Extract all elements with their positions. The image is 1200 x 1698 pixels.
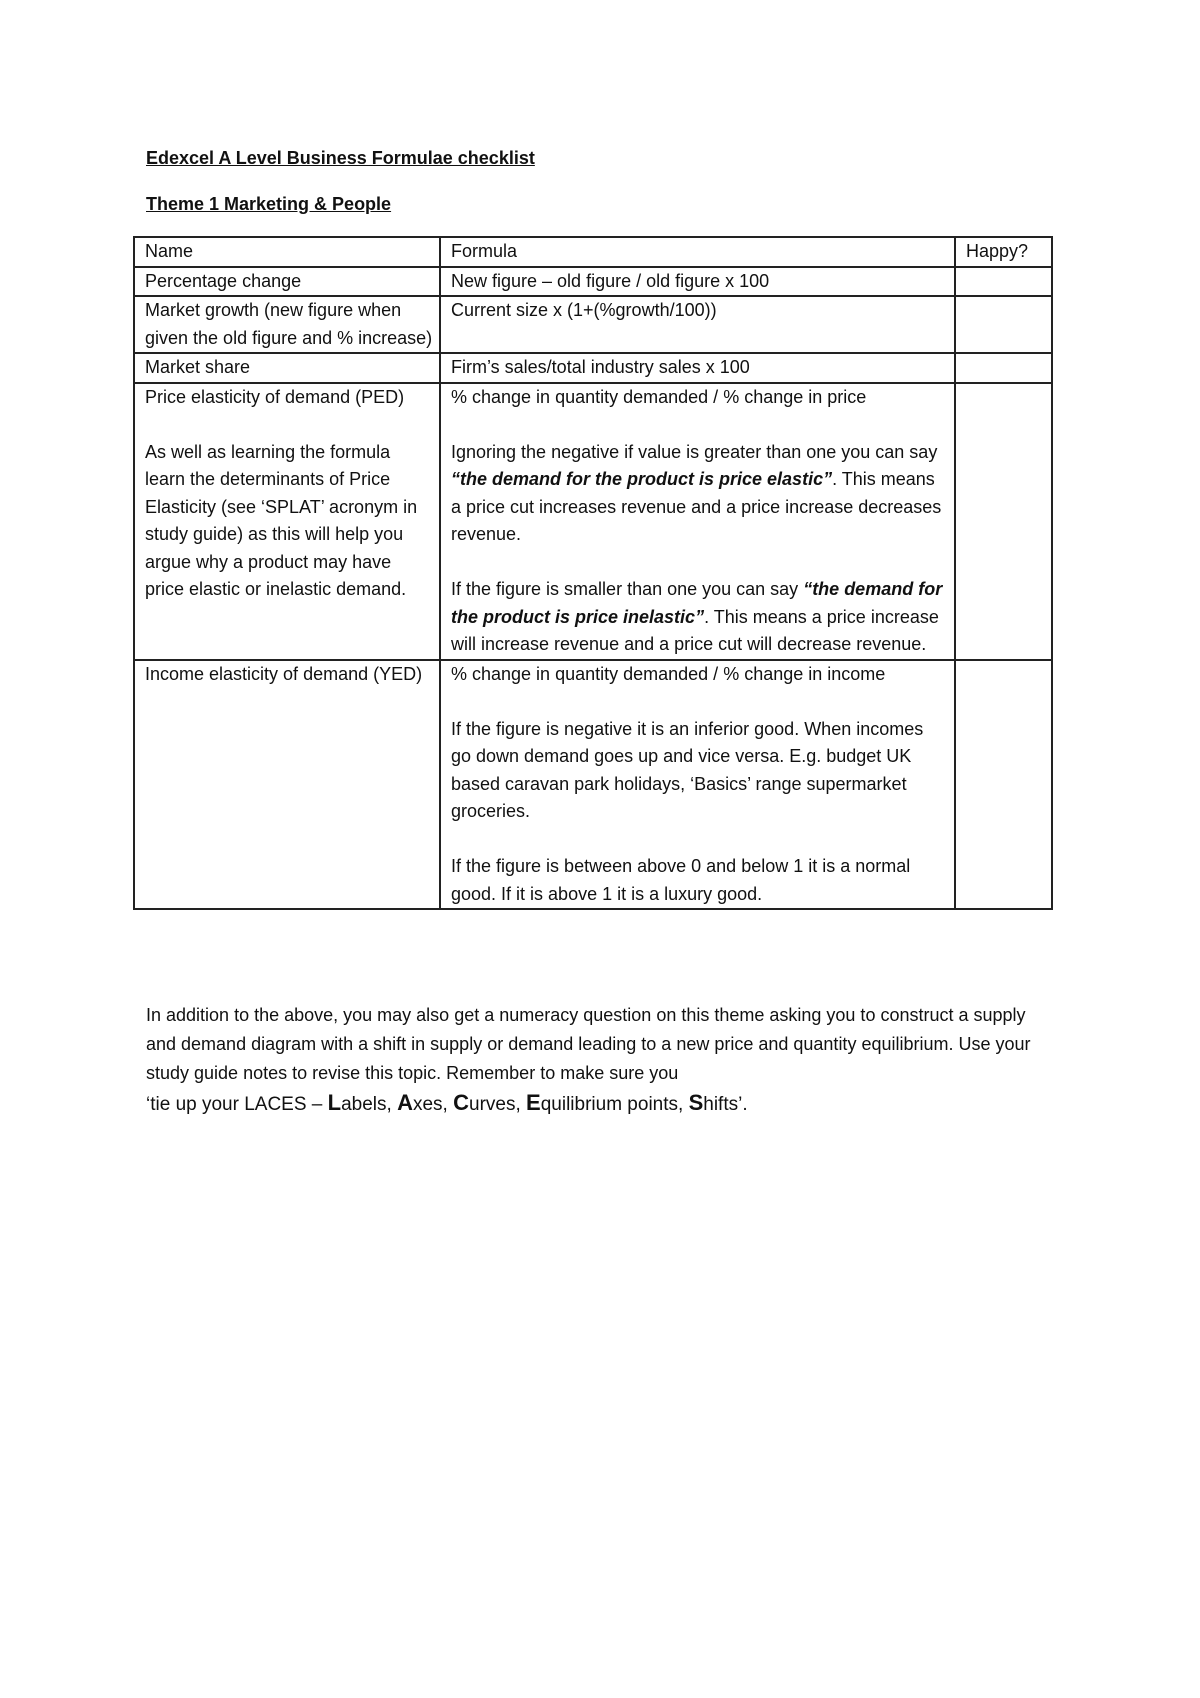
formulae-table bbox=[133, 236, 1053, 910]
row-formula: New figure – old figure / old figure x 100 bbox=[440, 267, 955, 297]
header-formula: Formula bbox=[440, 237, 955, 267]
table-row bbox=[134, 383, 1052, 660]
closing-paragraph: In addition to the above, you may also get a numeracy question on this theme asking you to construct a supply and demand diagram with a shift in supply or demand leading to a new price and quantity equilibrium. Use your study guide notes to revise this topic. Remember to make sure you bbox=[146, 1005, 1031, 1083]
table-row bbox=[134, 353, 1052, 383]
table-row bbox=[134, 267, 1052, 297]
laces-line: ‘tie up your LACES – Labels, Axes, Curves, Equilibrium points, Shifts’. bbox=[146, 1090, 748, 1115]
header-name: Name bbox=[134, 237, 440, 267]
happy-checkbox-cell[interactable] bbox=[955, 660, 1052, 910]
row-name: Income elasticity of demand (YED) bbox=[134, 660, 440, 910]
yed-inferior-note: If the figure is negative it is an inferior good. When incomes go down demand goes up and vice versa. E.g. budget UK based caravan park holidays, ‘Basics’ range supermarket groceries. bbox=[451, 718, 924, 821]
ped-advice: As well as learning the formula learn the determinants of Price Elasticity (see ‘SPLAT’ acronym in study guide) as this will help you argue why a product may have price elastic or inelastic demand. bbox=[145, 441, 418, 599]
ped-inelastic-note: If the figure is smaller than one you can say “the demand for the product is price inelastic”. This means a price increase will increase revenue and a price cut will decrease revenue. bbox=[451, 579, 943, 654]
yed-normal-note: If the figure is between above 0 and below 1 it is a normal good. If it is above 1 it is a luxury good. bbox=[451, 856, 911, 904]
closing-text bbox=[146, 1001, 1046, 1119]
happy-checkbox-cell[interactable] bbox=[955, 267, 1052, 297]
ped-inelastic-phrase: “the demand for the product is price inelastic” bbox=[451, 579, 943, 627]
row-name bbox=[134, 383, 440, 660]
row-name: Market growth (new figure when given the old figure and % increase) bbox=[134, 296, 440, 353]
row-name: Percentage change bbox=[134, 267, 440, 297]
row-formula bbox=[440, 383, 955, 660]
ped-formula: % change in quantity demanded / % change in price bbox=[451, 386, 867, 407]
table-row bbox=[134, 296, 1052, 353]
happy-checkbox-cell[interactable] bbox=[955, 353, 1052, 383]
table-header-row bbox=[134, 237, 1052, 267]
ped-elastic-phrase: “the demand for the product is price elastic” bbox=[451, 469, 833, 489]
happy-checkbox-cell[interactable] bbox=[955, 383, 1052, 660]
happy-checkbox-cell[interactable] bbox=[955, 296, 1052, 353]
row-formula: Current size x (1+(%growth/100)) bbox=[440, 296, 955, 353]
yed-formula: % change in quantity demanded / % change in income bbox=[451, 663, 886, 684]
ped-elastic-note: Ignoring the negative if value is greater than one you can say “the demand for the product is price elastic”. This means a price cut increases revenue and a price increase decreases revenue. bbox=[451, 441, 942, 544]
section-title: Theme 1 Marketing & People bbox=[146, 194, 392, 214]
row-formula: Firm’s sales/total industry sales x 100 bbox=[440, 353, 955, 383]
document-title: Edexcel A Level Business Formulae checklist bbox=[146, 148, 535, 168]
row-name: Market share bbox=[134, 353, 440, 383]
table-row bbox=[134, 660, 1052, 910]
header-happy: Happy? bbox=[955, 237, 1052, 267]
row-formula bbox=[440, 660, 955, 910]
ped-name: Price elasticity of demand (PED) bbox=[145, 386, 405, 407]
